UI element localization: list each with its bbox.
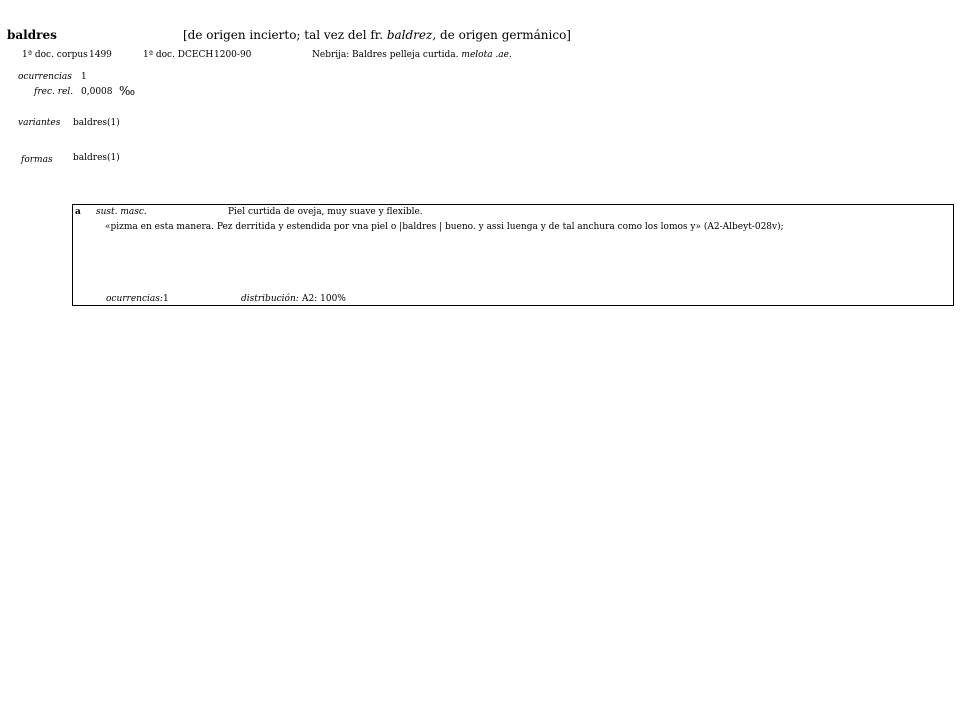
nebrija-definition xyxy=(352,50,512,60)
sense-distribucion-value: A2: 100% xyxy=(302,294,346,304)
sense-distribucion-label: distribución: xyxy=(241,294,299,304)
formas-label: formas xyxy=(21,155,53,165)
per-mille-symbol: ‰ xyxy=(119,84,136,98)
nebrija-value: Baldres pelleja curtida. xyxy=(352,50,459,60)
variantes-label: variantes xyxy=(18,118,61,128)
formas-value: baldres(1) xyxy=(73,153,120,163)
etymology-suffix: de origen germánico] xyxy=(436,28,571,42)
first-doc-dcech-value: 1200-90 xyxy=(214,50,252,60)
ocurrencias-label: ocurrencias xyxy=(18,72,72,82)
first-doc-corpus-label: 1ª doc. corpus xyxy=(22,50,88,60)
frec-label: frec. rel. xyxy=(34,87,74,97)
nebrija-latin: melota .ae. xyxy=(461,50,512,60)
sense-definition: Piel curtida de oveja, muy suave y flexible. xyxy=(228,207,423,217)
ocurrencias-value: 1 xyxy=(81,72,87,82)
etymology xyxy=(183,28,571,42)
sense-letter: a xyxy=(75,207,81,217)
etymology-prefix: [de origen incierto; tal vez del fr. xyxy=(183,28,387,42)
etymology-term: baldrez, xyxy=(386,28,437,42)
variantes-value: baldres(1) xyxy=(73,118,120,128)
sense-example: «pizma en esta manera. Pez derritida y estendida por vna piel o |baldres | bueno. y assi luenga y de tal anchura como los lomos y» (A2-Albeyt-028v); xyxy=(105,222,784,232)
nebrija-label: Nebrija: xyxy=(312,50,350,60)
frec-value: 0,0008 xyxy=(81,87,113,97)
headword: baldres xyxy=(7,28,57,42)
sense-category: sust. masc. xyxy=(96,207,147,217)
sense-box xyxy=(72,204,954,306)
sense-ocurrencias-value: 1 xyxy=(163,294,169,304)
sense-ocurrencias-label: ocurrencias: xyxy=(106,294,163,304)
first-doc-corpus-value: 1499 xyxy=(89,50,112,60)
first-doc-dcech-label: 1ª doc. DCECH xyxy=(143,50,214,60)
